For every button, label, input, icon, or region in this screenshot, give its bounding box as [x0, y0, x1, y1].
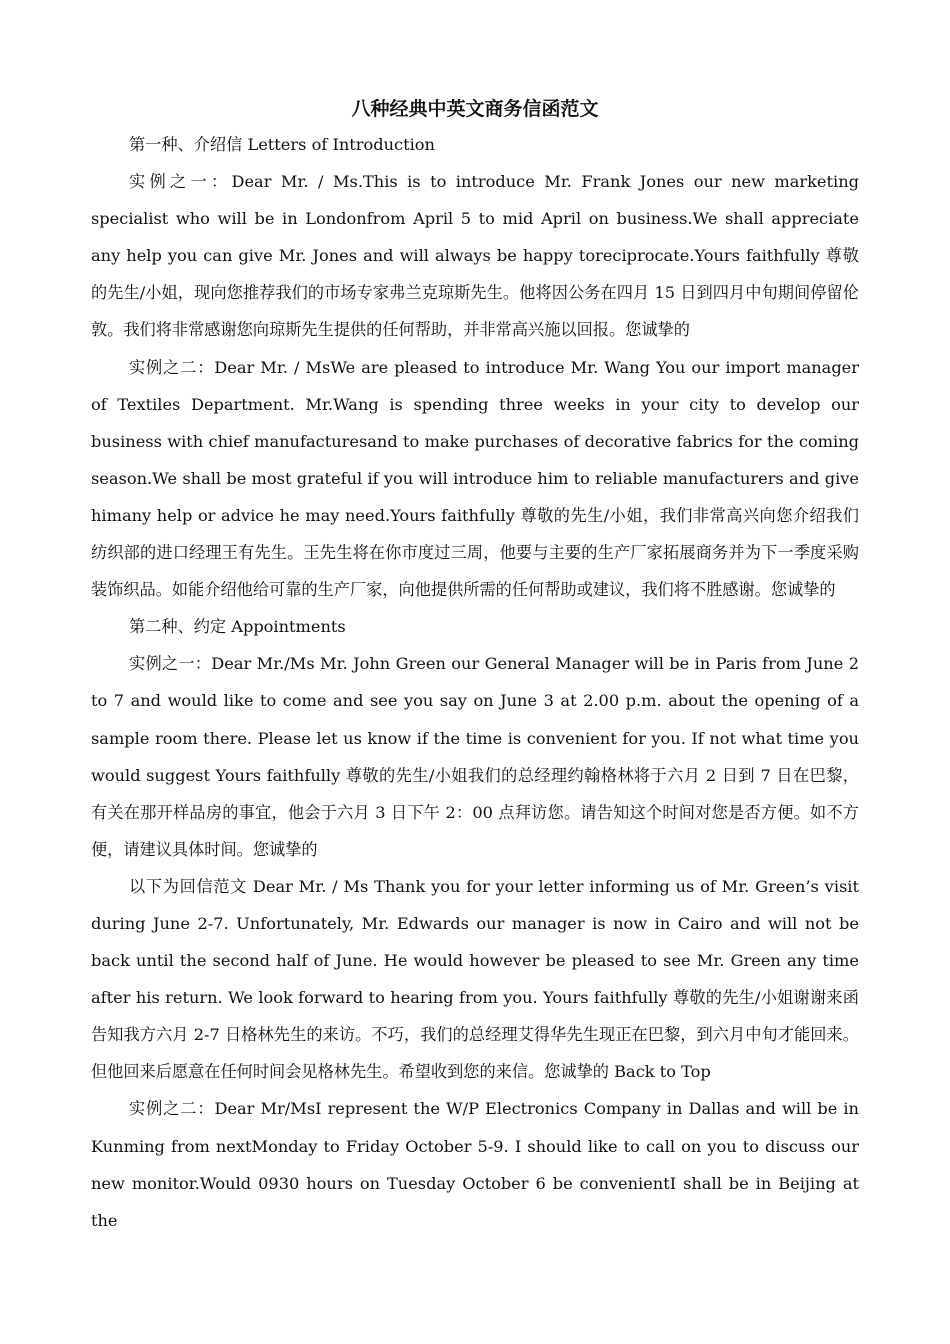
- document-title: 八种经典中英文商务信函范文: [351, 98, 599, 120]
- document-body: [91, 126, 859, 1239]
- section-heading-introduction: 第一种、介绍信 Letters of Introduction: [129, 135, 435, 154]
- section-heading-appointments: 第二种、约定 Appointments: [129, 617, 346, 637]
- paragraph-appointment-reply: 以下为回信范文 Dear Mr. / Ms Thank you for your letter informing us of Mr. Green’s visit during June 2-7. Unfortunately, Mr. Edwards our manager is now in Cairo and will not be back until the second half of June. He would however be pleased to see Mr. Green any time after his return. We look forward to hearing from you. Yours faithfully 尊敬的先生/小姐谢谢来函告知我方六月 2-7 日格林先生的来访。不巧，我们的总经理艾得华先生现正在巴黎，到六月中旬才能回来。但他回来后愿意在任何时间会见格林先生。希望收到您的来信。您诚挚的 Back to Top: [91, 876, 859, 1082]
- paragraph-appointment-example-2: 实例之二：Dear Mr/MsI represent the W/P Electronics Company in Dallas and will be in Kunming from nextMonday to Friday October 5-9. I should like to call on you to discuss our new monitor.Would 0930 hours on Tuesday October 6 be convenientI shall be in Beijing at the: [91, 1099, 859, 1230]
- paragraph-intro-example-1: 实例之一：Dear Mr. / Ms.This is to introduce Mr. Frank Jones our new marketing specialist who will be in Londonfrom April 5 to mid April on business.We shall appreciate any help you can give Mr. Jones and will always be happy toreciprocate.Yours faithfully 尊敬的先生/小姐，现向您推荐我们的市场专家弗兰克琼斯先生。他将因公务在四月 15 日到四月中旬期间停留伦敦。我们将非常感谢您向琼斯先生提供的任何帮助，并非常高兴施以回报。您诚挚的: [91, 172, 859, 340]
- paragraph-appointment-example-1: 实例之一：Dear Mr./Ms Mr. John Green our General Manager will be in Paris from June 2 to 7 and would like to come and see you say on June 3 at 2.00 p.m. about the opening of a sample room there. Please let us know if the time is convenient for you. If not what time you would suggest Yours faithfully 尊敬的先生/小姐我们的总经理约翰格林将于六月 2 日到 7 日在巴黎，有关在那开样品房的事宜，他会于六月 3 日下午 2：00 点拜访您。请告知这个时间对您是否方便。如不方便，请建议具体时间。您诚挚的: [91, 654, 859, 859]
- paragraph-intro-example-2: 实例之二：Dear Mr. / MsWe are pleased to introduce Mr. Wang You our import manager of Textiles Department. Mr.Wang is spending three weeks in your city to develop our business with chief manufacturesand to make purchases of decorative fabrics for the coming season.We shall be most grateful if you will introduce him to reliable manufacturers and give himany help or advice he may need.Yours faithfully 尊敬的先生/小姐，我们非常高兴向您介绍我们纺织部的进口经理王有先生。王先生将在你市度过三周，他要与主要的生产厂家拓展商务并为下一季度采购装饰织品。如能介绍他给可靠的生产厂家，向他提供所需的任何帮助或建议，我们将不胜感谢。您诚挚的: [91, 357, 859, 600]
